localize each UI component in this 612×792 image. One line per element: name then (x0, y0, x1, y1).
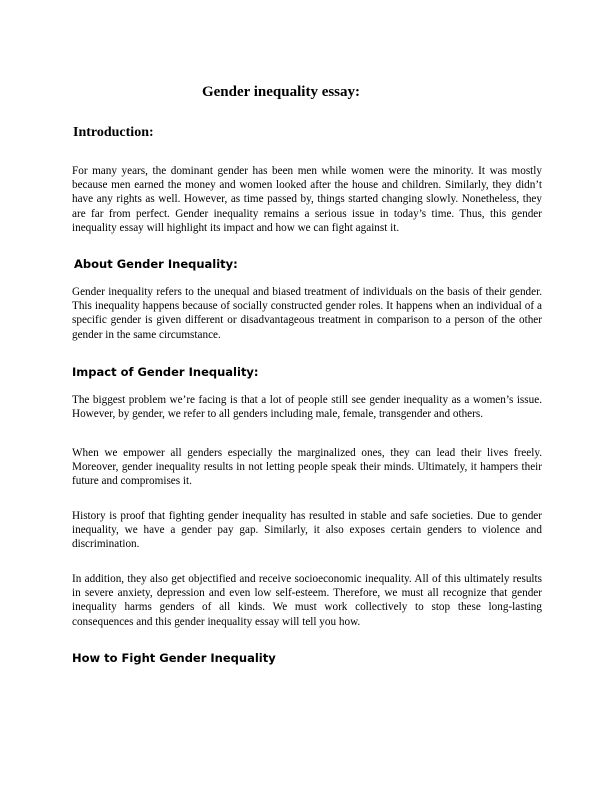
impact-paragraph-2: When we empower all genders especially the marginalized ones, they can lead their lives freely. Moreover, gender inequality results in not letting people speak their minds. Ultimately, it hampers their future and compromises it. (72, 447, 542, 488)
impact-paragraph-3: History is proof that fighting gender inequality has resulted in stable and safe societies. Due to gender inequality, we have a gender pay gap. Similarly, it also exposes certain genders to violence and discrimination. (72, 510, 542, 551)
introduction-heading: Introduction: (73, 125, 154, 140)
impact-paragraph-1: The biggest problem we’re facing is that a lot of people still see gender inequality as a women’s issue. However, by gender, we refer to all genders including male, female, transgender and others. (72, 394, 542, 421)
document-title-text: Gender inequality essay: (201, 84, 361, 100)
introduction-paragraph: For many years, the dominant gender has been men while women were the minority. It was mostly because men earned the money and women looked after the house and children. Similarly, they didn’t have any rights as well. However, as time passed by, things started changing slowly. Nonetheless, they are far from perfect. Gender inequality remains a serious issue in today’s time. Thus, this gender inequality essay will highlight its impact and how we can fight against it. (72, 165, 542, 234)
about-heading: About Gender Inequality: (74, 257, 238, 271)
fight-heading: How to Fight Gender Inequality (72, 651, 276, 665)
impact-paragraph-4: In addition, they also get objectified and receive socioeconomic inequality. All of this ultimately results in severe anxiety, depression and even low self-esteem. Therefore, we must all recognize that gender inequality harms genders of all kinds. We must work collectively to stop these long-lasting consequences and this gender inequality essay will tell you how. (72, 573, 542, 628)
document-title (0, 84, 612, 101)
about-paragraph: Gender inequality refers to the unequal and biased treatment of individuals on the basis of their gender. This inequality happens because of socially constructed gender roles. It happens when an individual of a specific gender is given different or disadvantageous treatment in comparison to a person of the other gender in the same circumstance. (72, 286, 542, 341)
impact-heading: Impact of Gender Inequality: (72, 365, 259, 379)
